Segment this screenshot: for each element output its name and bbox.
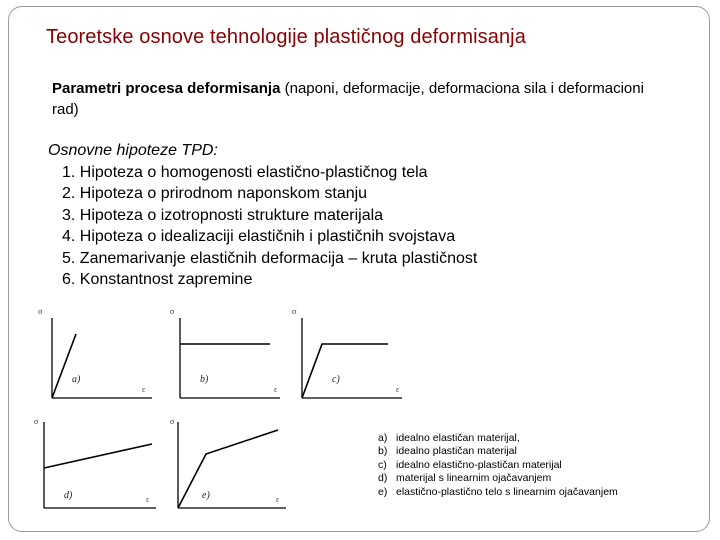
parameters-bold: Parametri procesa deformisanja [52,80,281,97]
slide-title: Teoretske osnove tehnologije plastičnog deformisanja [46,26,526,48]
graph-b-svg [158,300,288,405]
legend-item [378,472,618,485]
y-axis-label: σ [170,417,175,426]
graph-d [30,408,160,513]
hypotheses-list [48,140,477,291]
hypothesis-item: 6. Konstantnost zapremine [62,271,253,288]
x-axis-label: ε [276,495,280,504]
y-axis-label: σ [292,307,297,316]
legend-text: idealno elastično-plastičan materijal [396,458,562,471]
legend-item [378,459,618,472]
parameters-paragraph [52,78,672,120]
case-label: d) [64,490,73,501]
graph-e [160,408,290,513]
graph-a-svg [30,300,160,405]
legend-text: materijal s linearnim ojačavanjem [396,472,552,485]
hardening-line [44,444,152,468]
legend-text: idealno plastičan materijal [396,445,517,458]
case-label: b) [200,374,209,385]
x-axis-label: ε [274,385,278,394]
y-axis-label: σ [38,307,43,316]
legend-letter: c) [378,458,387,471]
hypothesis-item: 1. Hipoteza o homogenosti elastično-plastičnog tela [62,163,428,181]
hypothesis-item: 3. Hipoteza o izotropnosti strukture materijala [62,206,384,224]
x-axis-label: ε [142,385,146,394]
legend-letter: b) [378,445,388,458]
legend-text: elastično-plastično telo s linearnim ojačavanjem [396,485,618,498]
elastic-hardening-line [178,430,278,508]
case-label: c) [332,374,340,385]
case-label: a) [72,374,81,385]
y-axis-label: σ [170,307,175,316]
legend-item [378,432,618,445]
graph-c [280,300,410,405]
graph-b [158,300,288,405]
legend-letter: d) [378,472,388,485]
legend-item [378,486,618,499]
hypothesis-item: 2. Hipoteza o prirodnom naponskom stanju [62,185,368,202]
hypotheses-heading: Osnovne hipoteze TPD: [48,142,218,159]
elastic-line [52,334,76,398]
legend-text: idealno elastičan materijal, [396,432,520,444]
graph-c-svg [280,300,410,405]
hypothesis-item: 5. Zanemarivanje elastičnih deformacija – kruta plastičnost [62,249,478,267]
y-axis-label: σ [34,417,39,426]
legend-letter: a) [378,432,388,444]
parameters-text: (naponi, deformacije, deformaciona sila i deformacioni rad) [52,80,644,118]
case-label: e) [202,490,210,501]
graph-e-svg [160,408,290,513]
graph-d-svg [30,408,160,513]
legend-item [378,445,618,458]
x-axis-label: ε [146,495,150,504]
hypothesis-item: 4. Hipoteza o idealizaciji elastičnih i plastičnih svojstava [62,228,456,245]
graph-legend [378,432,618,499]
elastic-plastic-line [302,344,388,398]
x-axis-label: ε [396,385,400,394]
graph-a [30,300,160,405]
legend-letter: e) [378,485,388,498]
